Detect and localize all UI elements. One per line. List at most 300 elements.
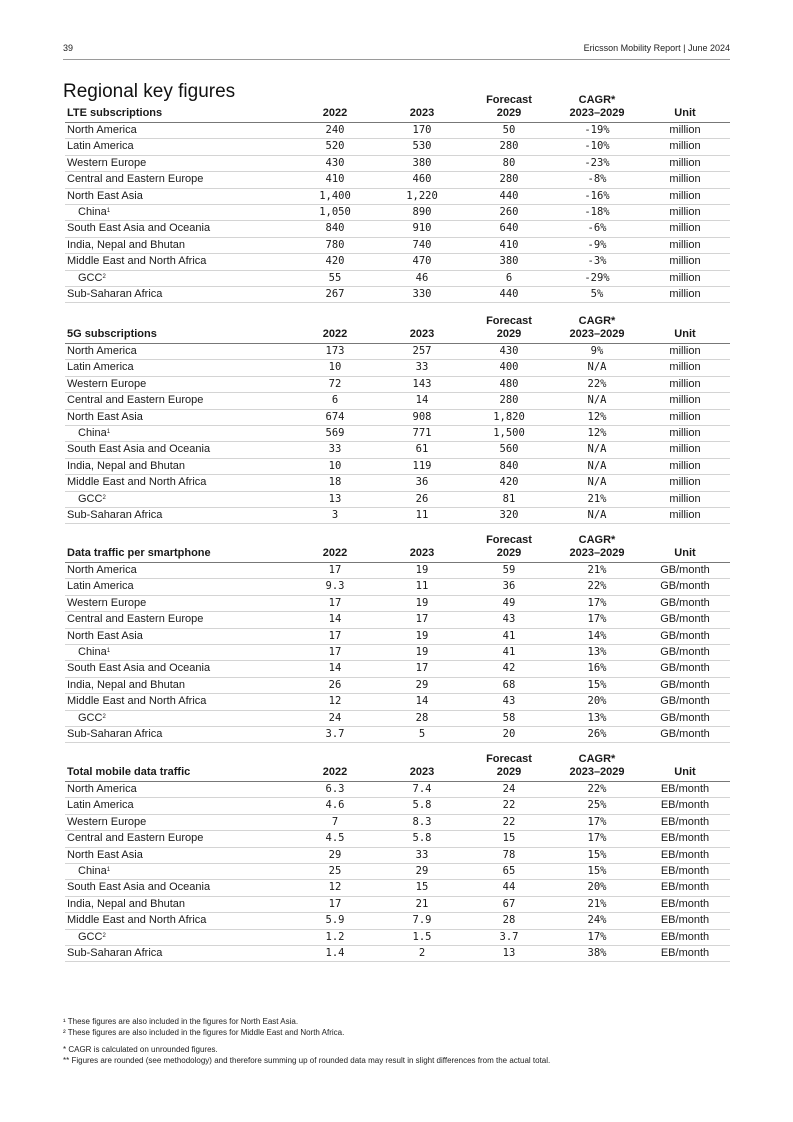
value-2022: 72 (328, 377, 342, 390)
value-unit: GB/month (660, 613, 710, 626)
value-2029: 480 (499, 377, 519, 390)
region-name (67, 914, 206, 927)
value-cagr: 5% (590, 287, 604, 300)
value-unit: EB/month (660, 864, 710, 877)
footnote-marker: 2 (102, 494, 106, 501)
value-unit: GB/month (660, 695, 710, 708)
value-unit: EB/month (660, 897, 710, 910)
col-forecast (469, 534, 549, 560)
region-name (67, 898, 185, 911)
value-unit: million (669, 361, 701, 374)
value-2023: 7.9 (412, 914, 432, 927)
value-cagr: -23% (584, 156, 610, 169)
table-row (65, 831, 730, 847)
value-2023: 380 (412, 156, 432, 169)
value-cagr: 15% (587, 864, 607, 877)
footnote-marker: 1 (106, 207, 111, 214)
value-2022: 14 (328, 662, 342, 675)
table-row (65, 798, 730, 814)
region-label: Sub-Saharan Africa (67, 287, 163, 300)
region-name (67, 679, 185, 692)
region-name (67, 476, 206, 489)
value-cagr: 13% (587, 645, 607, 658)
value-cagr: N/A (587, 476, 607, 489)
region-name (67, 597, 146, 610)
value-2023: 1,220 (406, 189, 438, 202)
value-2023: 15 (415, 881, 429, 894)
value-unit: million (669, 508, 701, 521)
value-2023: 26 (415, 492, 429, 505)
value-cagr: 16% (587, 662, 607, 675)
value-cagr: 17% (587, 596, 607, 609)
col-cagr-line2: 2023–2029 (569, 547, 625, 559)
value-2022: 3.7 (325, 727, 345, 740)
col-unit: Unit (674, 328, 696, 340)
value-unit: EB/month (660, 946, 710, 959)
region-label: North America (67, 124, 137, 136)
value-2023: 530 (412, 140, 432, 153)
footnote-rounding: ** Figures are rounded (see methodology) and therefore summing up of rounded data may result in slight differences from the actual total. (63, 1056, 551, 1065)
value-unit: GB/month (660, 629, 710, 642)
region-label: GCC (78, 271, 103, 284)
value-2022: 1.4 (325, 946, 345, 959)
region-label: India, Nepal and Bhutan (67, 459, 186, 472)
value-2029: 22 (502, 799, 516, 812)
value-cagr: 22% (587, 580, 607, 593)
value-2022: 12 (328, 881, 342, 894)
value-cagr: 20% (587, 695, 607, 708)
value-unit: EB/month (660, 783, 710, 795)
value-2029: 280 (499, 140, 519, 153)
region-label: Middle East and North Africa (67, 255, 207, 268)
col-cagr-line1: CAGR* (578, 753, 616, 765)
value-2022: 410 (325, 173, 345, 186)
value-unit: million (669, 287, 701, 300)
value-unit: EB/month (660, 815, 710, 828)
region-label: South East Asia and Oceania (67, 443, 211, 456)
table-row (65, 563, 730, 579)
value-cagr: -19% (584, 124, 610, 136)
value-2022: 29 (328, 848, 342, 861)
table-row (65, 442, 730, 458)
value-2022: 840 (325, 222, 345, 235)
region-name (67, 411, 143, 424)
value-2022: 10 (328, 361, 342, 374)
value-cagr: 38% (587, 946, 607, 959)
region-label: Latin America (67, 140, 134, 153)
col-cagr (557, 753, 637, 779)
value-cagr: 17% (587, 613, 607, 626)
value-2022: 24 (328, 711, 342, 724)
value-2029: 400 (499, 361, 519, 374)
value-2023: 5.8 (412, 832, 432, 845)
region-name (67, 173, 203, 186)
value-2022: 520 (325, 140, 345, 153)
region-label: GCC (78, 930, 103, 943)
col-forecast (469, 315, 549, 341)
value-unit: GB/month (660, 596, 710, 609)
col-2022: 2022 (322, 547, 348, 559)
value-unit: EB/month (660, 799, 710, 812)
value-2029: 15 (502, 832, 516, 845)
table-title: Total mobile data traffic (67, 766, 191, 778)
col-2023: 2023 (409, 328, 435, 340)
value-2029: 41 (502, 645, 516, 658)
value-2023: 5 (418, 727, 426, 740)
table-row (65, 913, 730, 929)
value-cagr: N/A (587, 508, 607, 521)
table-title: Data traffic per smartphone (67, 547, 211, 559)
table-row (65, 156, 730, 172)
region-name (67, 580, 134, 593)
table-row (65, 287, 730, 303)
value-2023: 29 (415, 864, 429, 877)
region-label: Latin America (67, 580, 134, 593)
value-cagr: 17% (587, 815, 607, 828)
value-unit: million (669, 271, 701, 284)
value-2029: 20 (502, 727, 516, 740)
value-cagr: 22% (587, 377, 607, 390)
table-row (65, 678, 730, 694)
value-unit: million (669, 156, 701, 169)
value-2029: 380 (499, 255, 519, 268)
table-row (65, 848, 730, 864)
value-2023: 19 (415, 564, 429, 576)
value-2029: 78 (502, 848, 516, 861)
footnote-marker: 1 (106, 428, 111, 435)
value-unit: million (669, 377, 701, 390)
value-2022: 18 (328, 476, 342, 489)
value-cagr: 24% (587, 914, 607, 927)
region-name (78, 646, 110, 659)
table-row (65, 711, 730, 727)
value-2023: 8.3 (412, 815, 432, 828)
value-unit: million (669, 410, 701, 423)
table-5g-subscriptions (65, 313, 730, 524)
value-unit: million (669, 443, 701, 456)
value-2023: 119 (412, 459, 432, 472)
value-2029: 13 (502, 946, 516, 959)
value-2022: 33 (328, 443, 342, 456)
table-title: LTE subscriptions (67, 107, 163, 119)
value-unit: million (669, 255, 701, 268)
value-2022: 17 (328, 596, 342, 609)
table-row (65, 897, 730, 913)
value-2029: 280 (499, 394, 519, 407)
value-cagr: 15% (587, 678, 607, 691)
col-forecast-line2: 2029 (496, 107, 522, 119)
region-name (67, 222, 210, 235)
col-cagr-line1: CAGR* (578, 315, 616, 327)
value-2023: 28 (415, 711, 429, 724)
region-label: Central and Eastern Europe (67, 173, 204, 186)
value-2022: 26 (328, 678, 342, 691)
value-2022: 9.3 (325, 580, 345, 593)
value-2023: 470 (412, 255, 432, 268)
table-row (65, 459, 730, 475)
value-2022: 6.3 (325, 783, 345, 795)
table-row (65, 123, 730, 139)
footnote-1: ¹ These figures are also included in the figures for North East Asia. (63, 1017, 299, 1026)
region-name (67, 695, 206, 708)
value-2023: 19 (415, 596, 429, 609)
value-2023: 11 (415, 508, 429, 521)
value-2029: 280 (499, 173, 519, 186)
value-2029: 50 (502, 124, 516, 136)
col-forecast-line1: Forecast (486, 753, 532, 765)
value-2023: 19 (415, 645, 429, 658)
value-2029: 3.7 (499, 930, 519, 943)
region-name (67, 849, 143, 862)
col-forecast-line2: 2029 (496, 547, 522, 559)
region-name (67, 394, 203, 407)
value-2022: 4.5 (325, 832, 345, 845)
table-lte-subscriptions (65, 92, 730, 303)
region-label: China (78, 645, 107, 658)
value-unit: million (669, 140, 701, 153)
table-row (65, 880, 730, 896)
value-unit: EB/month (660, 881, 710, 894)
table-row (65, 946, 730, 962)
col-2022: 2022 (322, 107, 348, 119)
table-row (65, 172, 730, 188)
value-2029: 28 (502, 914, 516, 927)
value-2022: 55 (328, 271, 342, 284)
region-name (67, 799, 134, 812)
value-2022: 17 (328, 645, 342, 658)
value-2029: 440 (499, 189, 519, 202)
col-unit: Unit (674, 766, 696, 778)
col-2023: 2023 (409, 547, 435, 559)
report-title: Ericsson Mobility Report | June 2024 (583, 43, 730, 53)
table-row (65, 221, 730, 237)
region-name (67, 443, 210, 456)
region-name (67, 783, 137, 796)
table-row (65, 661, 730, 677)
table-row (65, 864, 730, 880)
value-2022: 14 (328, 613, 342, 626)
footnotes (63, 1016, 550, 1066)
region-name (67, 345, 137, 358)
value-cagr: -6% (587, 222, 607, 235)
table-row (65, 612, 730, 628)
value-2022: 17 (328, 564, 342, 576)
value-2023: 21 (415, 897, 429, 910)
value-2023: 17 (415, 613, 429, 626)
value-2029: 81 (502, 492, 516, 505)
table-row (65, 410, 730, 426)
value-2029: 67 (502, 897, 516, 910)
table-row (65, 596, 730, 612)
value-2023: 19 (415, 629, 429, 642)
table-data-traffic-per-smartphone (65, 532, 730, 743)
table-row (65, 205, 730, 221)
table-row (65, 377, 730, 393)
table-row (65, 815, 730, 831)
table-total-mobile-data-traffic (65, 751, 730, 962)
value-2023: 7.4 (412, 783, 432, 795)
value-2029: 410 (499, 238, 519, 251)
footnote-marker: 2 (102, 932, 106, 939)
table-row (65, 782, 730, 798)
value-cagr: N/A (587, 394, 607, 407)
value-cagr: 17% (587, 832, 607, 845)
col-cagr-line2: 2023–2029 (569, 328, 625, 340)
col-forecast-line1: Forecast (486, 315, 532, 327)
value-unit: million (669, 492, 701, 505)
region-label: Sub-Saharan Africa (67, 946, 163, 959)
value-2029: 58 (502, 711, 516, 724)
table-row (65, 930, 730, 946)
value-unit: GB/month (660, 580, 710, 593)
value-2023: 460 (412, 173, 432, 186)
value-2022: 5.9 (325, 914, 345, 927)
value-unit: million (669, 459, 701, 472)
col-forecast-line2: 2029 (496, 766, 522, 778)
value-cagr: 17% (587, 930, 607, 943)
col-2022: 2022 (322, 766, 348, 778)
value-2022: 267 (325, 287, 345, 300)
value-2029: 68 (502, 678, 516, 691)
value-2029: 43 (502, 613, 516, 626)
table-row (65, 360, 730, 376)
region-name (67, 460, 185, 473)
col-forecast (469, 753, 549, 779)
region-label: China (78, 864, 107, 877)
value-2023: 36 (415, 476, 429, 489)
value-2029: 640 (499, 222, 519, 235)
footnote-marker: 1 (106, 647, 111, 654)
table-row (65, 139, 730, 155)
value-2029: 320 (499, 508, 519, 521)
col-cagr-line2: 2023–2029 (569, 766, 625, 778)
value-2029: 420 (499, 476, 519, 489)
region-name (67, 630, 143, 643)
value-2022: 1.2 (325, 930, 345, 943)
page-number: 39 (63, 43, 74, 53)
region-label: North America (67, 345, 137, 357)
value-cagr: N/A (587, 459, 607, 472)
region-name (67, 288, 162, 301)
table-row (65, 238, 730, 254)
region-label: Western Europe (67, 377, 147, 390)
value-cagr: -29% (584, 271, 610, 284)
region-label: South East Asia and Oceania (67, 881, 211, 894)
col-forecast (469, 94, 549, 120)
region-label: GCC (78, 711, 103, 724)
value-2022: 10 (328, 459, 342, 472)
region-label: Sub-Saharan Africa (67, 508, 163, 521)
region-name (67, 881, 210, 894)
table-row (65, 475, 730, 491)
value-2023: 910 (412, 222, 432, 235)
value-cagr: -16% (584, 189, 610, 202)
value-2029: 65 (502, 864, 516, 877)
table-row (65, 426, 730, 442)
value-cagr: 20% (587, 881, 607, 894)
value-2023: 170 (412, 124, 432, 136)
col-unit: Unit (674, 107, 696, 119)
region-name (67, 509, 162, 522)
region-name (67, 832, 203, 845)
footnote-marker: 2 (102, 713, 106, 720)
region-label: Western Europe (67, 596, 147, 609)
value-unit: GB/month (660, 678, 710, 691)
value-cagr: -10% (584, 140, 610, 153)
value-2022: 17 (328, 897, 342, 910)
col-cagr-line1: CAGR* (578, 534, 616, 546)
value-unit: million (669, 238, 701, 251)
value-2022: 674 (325, 410, 345, 423)
table-row (65, 727, 730, 743)
region-label: China (78, 205, 107, 218)
value-2029: 22 (502, 815, 516, 828)
page-title: Regional key figures (63, 81, 236, 102)
value-2029: 41 (502, 629, 516, 642)
value-2022: 780 (325, 238, 345, 251)
region-name (67, 378, 146, 391)
value-cagr: 12% (587, 426, 607, 439)
table-row (65, 645, 730, 661)
value-2029: 36 (502, 580, 516, 593)
value-2029: 49 (502, 596, 516, 609)
header-divider (63, 59, 730, 60)
region-name (67, 728, 162, 741)
value-2022: 240 (325, 124, 345, 136)
value-2023: 890 (412, 205, 432, 218)
value-2022: 569 (325, 426, 345, 439)
region-label: North East Asia (67, 189, 143, 202)
region-name (67, 613, 203, 626)
table-row (65, 508, 730, 524)
table-row (65, 271, 730, 287)
region-label: South East Asia and Oceania (67, 222, 211, 235)
region-label: Latin America (67, 799, 134, 812)
region-label: North America (67, 564, 137, 576)
value-cagr: 25% (587, 799, 607, 812)
value-2029: 840 (499, 459, 519, 472)
value-2023: 771 (412, 426, 432, 439)
value-2029: 260 (499, 205, 519, 218)
value-2023: 1.5 (412, 930, 432, 943)
value-2022: 17 (328, 629, 342, 642)
table-row (65, 344, 730, 360)
value-2023: 33 (415, 848, 429, 861)
region-label: Central and Eastern Europe (67, 613, 204, 626)
value-cagr: 21% (587, 564, 607, 576)
region-name (67, 816, 146, 829)
value-cagr: 22% (587, 783, 607, 795)
value-cagr: N/A (587, 443, 607, 456)
value-unit: EB/month (660, 832, 710, 845)
value-2029: 430 (499, 345, 519, 357)
value-2023: 257 (412, 345, 432, 357)
region-label: Middle East and North Africa (67, 914, 207, 927)
region-name (78, 427, 110, 440)
table-title: 5G subscriptions (67, 328, 157, 340)
region-name (67, 140, 134, 153)
region-label: North America (67, 783, 137, 795)
region-label: Middle East and North Africa (67, 695, 207, 708)
region-name (78, 206, 110, 219)
table-row (65, 694, 730, 710)
footnote-cagr: * CAGR is calculated on unrounded figures. (63, 1045, 218, 1054)
col-2023: 2023 (409, 107, 435, 119)
region-label: Latin America (67, 361, 134, 374)
table-header-row (65, 313, 730, 344)
value-unit: million (669, 205, 701, 218)
region-name (78, 931, 106, 944)
